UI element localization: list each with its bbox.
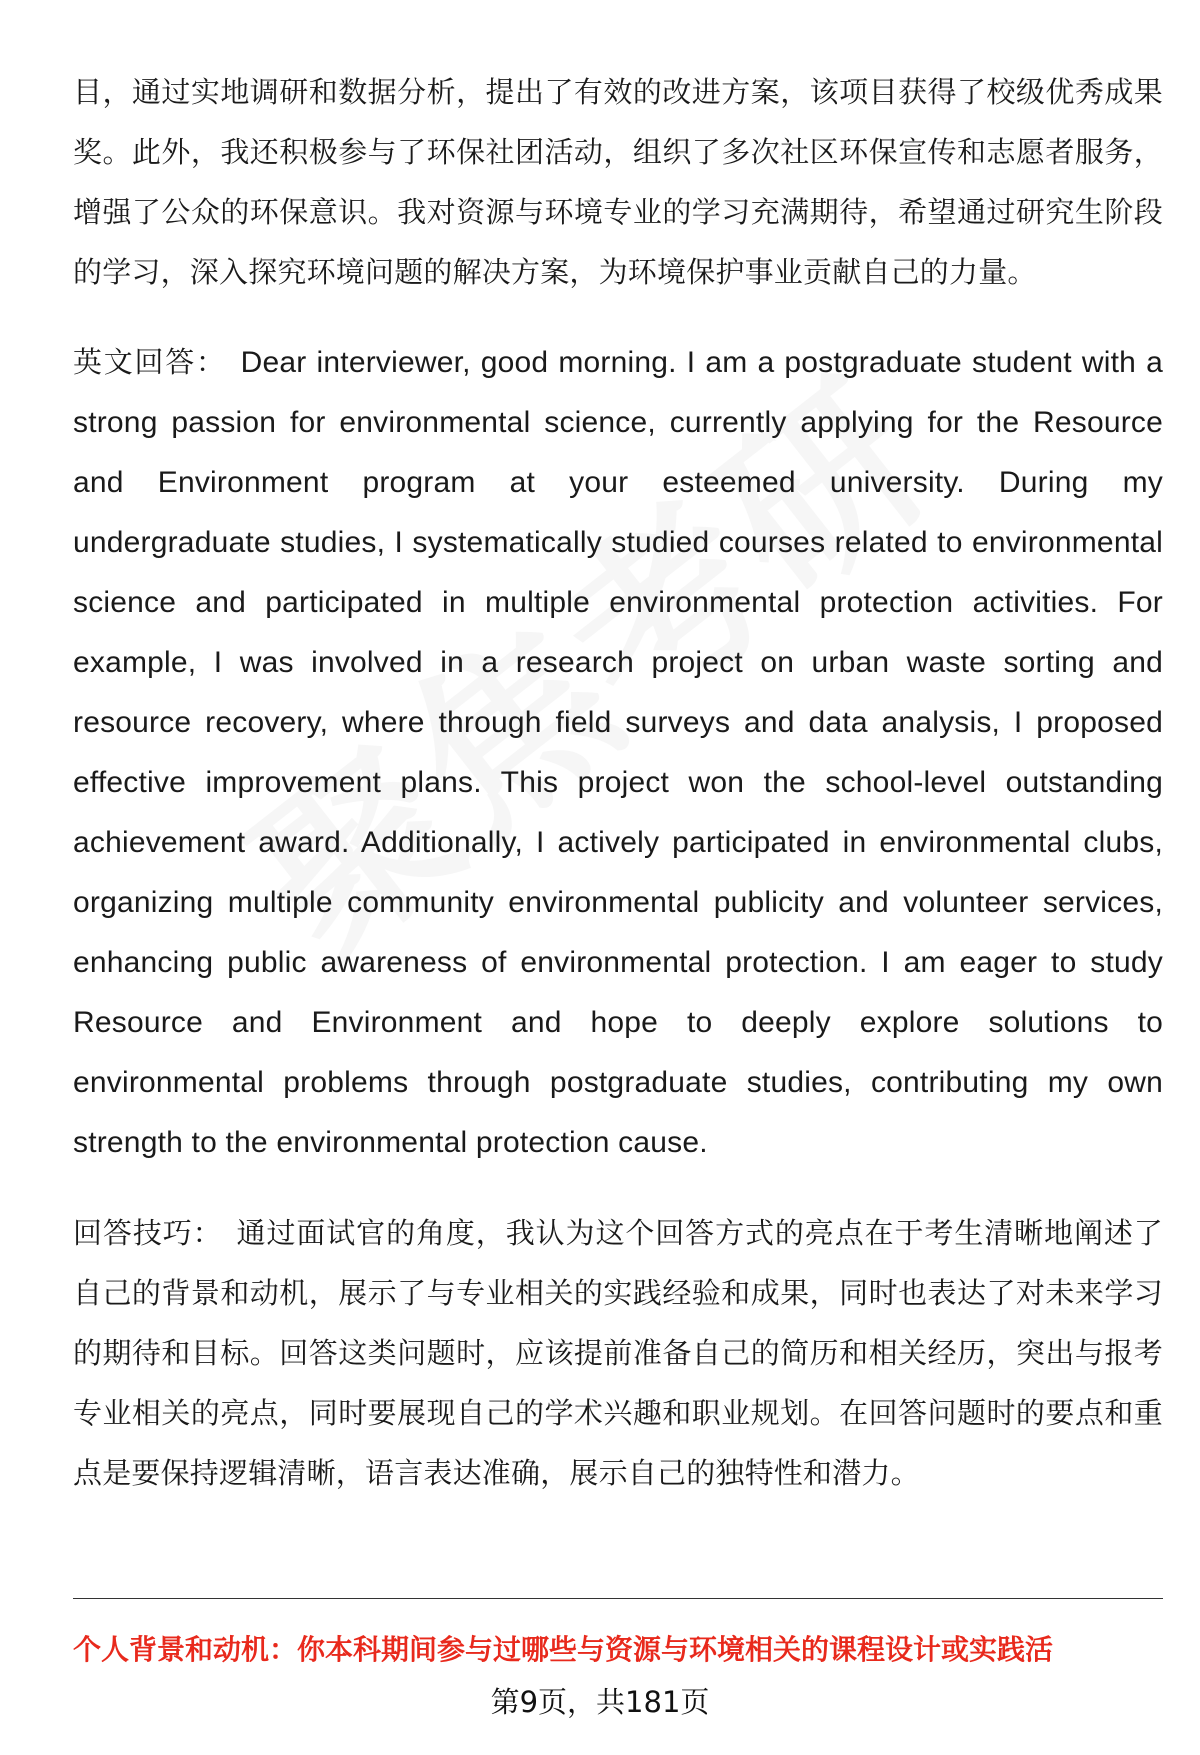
english-answer-text: Dear interviewer, good morning. I am a postgraduate student with a strong passion for environmental science, currently applying for the Resource and Environment program at your esteemed university. During my undergraduate studies, I systematically studied courses related to environmental science and participated in multiple environmental protection activities. For example, I was involved in a research project on urban waste sorting and resource recovery, where through field surveys and data analysis, I proposed effective improvement plans. This project won the school-level outstanding achievement award. Additionally, I actively participated in environmental clubs, organizing multiple community environmental publicity and volunteer services, enhancing public awareness of environmental protection. I am eager to study Resource and Environment and hope to deeply explore solutions to environmental problems through postgraduate studies, contributing my own strength to the environmental protection cause. <box>73 346 1163 1159</box>
next-question-heading: 个人背景和动机：你本科期间参与过哪些与资源与环境相关的课程设计或实践活 <box>73 1633 1054 1666</box>
chinese-answer-continuation: 目，通过实地调研和数据分析，提出了有效的改进方案，该项目获得了校级优秀成果奖。此外，我还积极参与了环保社团活动，组织了多次社区环保宣传和志愿者服务，增强了公众的环保意识。我对资源与环境专业的学习充满期待，希望通过研究生阶段的学习，深入探究环境问题的解决方案，为环境保护事业贡献自己的力量。 <box>73 75 1163 289</box>
page-number: 第9页，共181页 <box>490 1685 710 1719</box>
page-content <box>73 62 1163 1533</box>
answer-tips-label: 回答技巧： <box>73 1216 223 1250</box>
answer-tips-text: 通过面试官的角度，我认为这个回答方式的亮点在于考生清晰地阐述了自己的背景和动机，展示了与专业相关的实践经验和成果，同时也表达了对未来学习的期待和目标。回答这类问题时，应该提前准备自己的简历和相关经历，突出与报考专业相关的亮点，同时要展现自己的学术兴趣和职业规划。在回答问题时的要点和重点是要保持逻辑清晰，语言表达准确，展示自己的独特性和潜力。 <box>73 1216 1163 1490</box>
section-divider <box>73 1598 1163 1599</box>
answer-tips-paragraph <box>73 1203 1163 1503</box>
english-answer-paragraph <box>73 332 1163 1173</box>
english-answer-label: 英文回答： <box>73 345 227 379</box>
